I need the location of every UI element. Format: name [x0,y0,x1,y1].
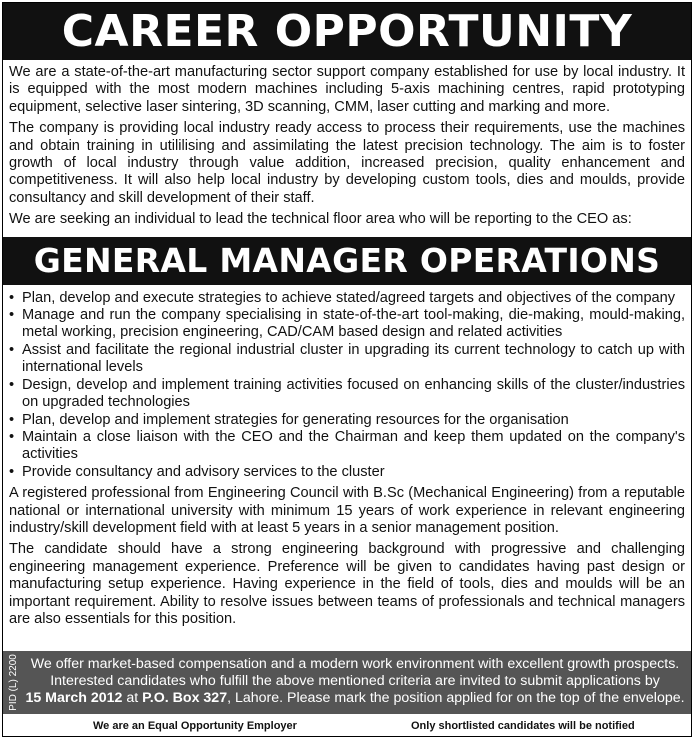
list-item: • Plan, develop and implement strategies for generating resources for the organisation [9,411,569,428]
list-item: • Provide consultancy and advisory services to the cluster [9,463,385,480]
bullet-icon: • [9,289,15,306]
duties-list [9,290,685,481]
list-item: • Maintain a close liaison with the CEO and the Chairman and keep them updated on the company's activities [9,428,685,463]
intro-paragraph-3: We are seeking an individual to lead the technical floor area who will be reporting to the CEO as: [9,211,632,228]
position-title: GENERAL MANAGER OPERATIONS [3,237,691,285]
offer-text [25,656,685,707]
list-item: • Assist and facilitate the regional industrial cluster in upgrading its current technology to catch up with international levels [9,341,685,376]
bullet-icon: • [9,428,15,445]
requirements-paragraph-1: A registered professional from Engineering Council with B.Sc (Mechanical Engineering) from a reputable national or international university with minimum 15 years of work experience in relevant engineering industry/skill development field with at least 5 years in a senior management position. [9,485,685,536]
list-item: • Plan, develop and execute strategies to achieve stated/agreed targets and objectives of the company [9,289,676,306]
offer-line-3: 15 March 2012 at P.O. Box 327, Lahore. Please mark the position applied for on the top of the envelope. [25,690,685,706]
bullet-icon: • [9,307,15,324]
page-title: CAREER OPPORTUNITY [3,3,691,60]
po-box: P.O. Box 327 [142,690,228,706]
advertisement [2,2,692,737]
bullet-icon: • [9,411,15,428]
bullet-icon: • [9,463,15,480]
requirements-paragraph-2: The candidate should have a strong engineering background with progressive and challenging engineering management experience. Preference will be given to candidates having past design or manufacturing setup experience. Having experience in the field of tools, dies and moulds will be an important requirement. Ability to resolve issues between teams of professionals and technical managers are also essentials for this position. [9,541,685,627]
list-item: • Manage and run the company specialising in state-of-the-art tool-making, die-making, mould-making, metal working, precision engineering, CAD/CAM based design and related activities [9,307,685,341]
offer-line-2: Interested candidates who fulfill the above mentioned criteria are invited to submit applications by [50,673,660,689]
footer [3,714,691,737]
bullet-icon: • [9,341,15,358]
deadline: 15 March 2012 [25,690,123,706]
equal-opportunity-note: We are an Equal Opportunity Employer [93,720,297,732]
intro-paragraph-1: We are a state-of-the-art manufacturing sector support company established for use by local industry. It is equipped with the most modern machines including 5-axis machining centres, rapid prototyping equipment, selective laser sintering, 3D scanning, CMM, laser cutting and marking and more. [9,64,685,115]
shortlist-note: Only shortlisted candidates will be notified [411,720,635,732]
intro-paragraph-2: The company is providing local industry ready access to process their requirements, use the machines and obtain training in utililising and assimilating the latest precision technology. The aim is to foster growth of local industry through value addition, increased precision, quality enhancement and competitiveness. It will also help local industry by developing custom tools, dies and moulds, provide consultancy and skill development of their staff. [9,120,685,206]
offer-line-1: We offer market-based compensation and a modern work environment with excellent growth prospects. [30,656,680,672]
pid-label: PID (L) 2200 [7,654,19,711]
offer-box [3,651,691,714]
list-item: • Design, develop and implement training activities focused on enhancing skills of the cluster/industries on upgraded technologies [9,376,685,411]
bullet-icon: • [9,376,15,393]
